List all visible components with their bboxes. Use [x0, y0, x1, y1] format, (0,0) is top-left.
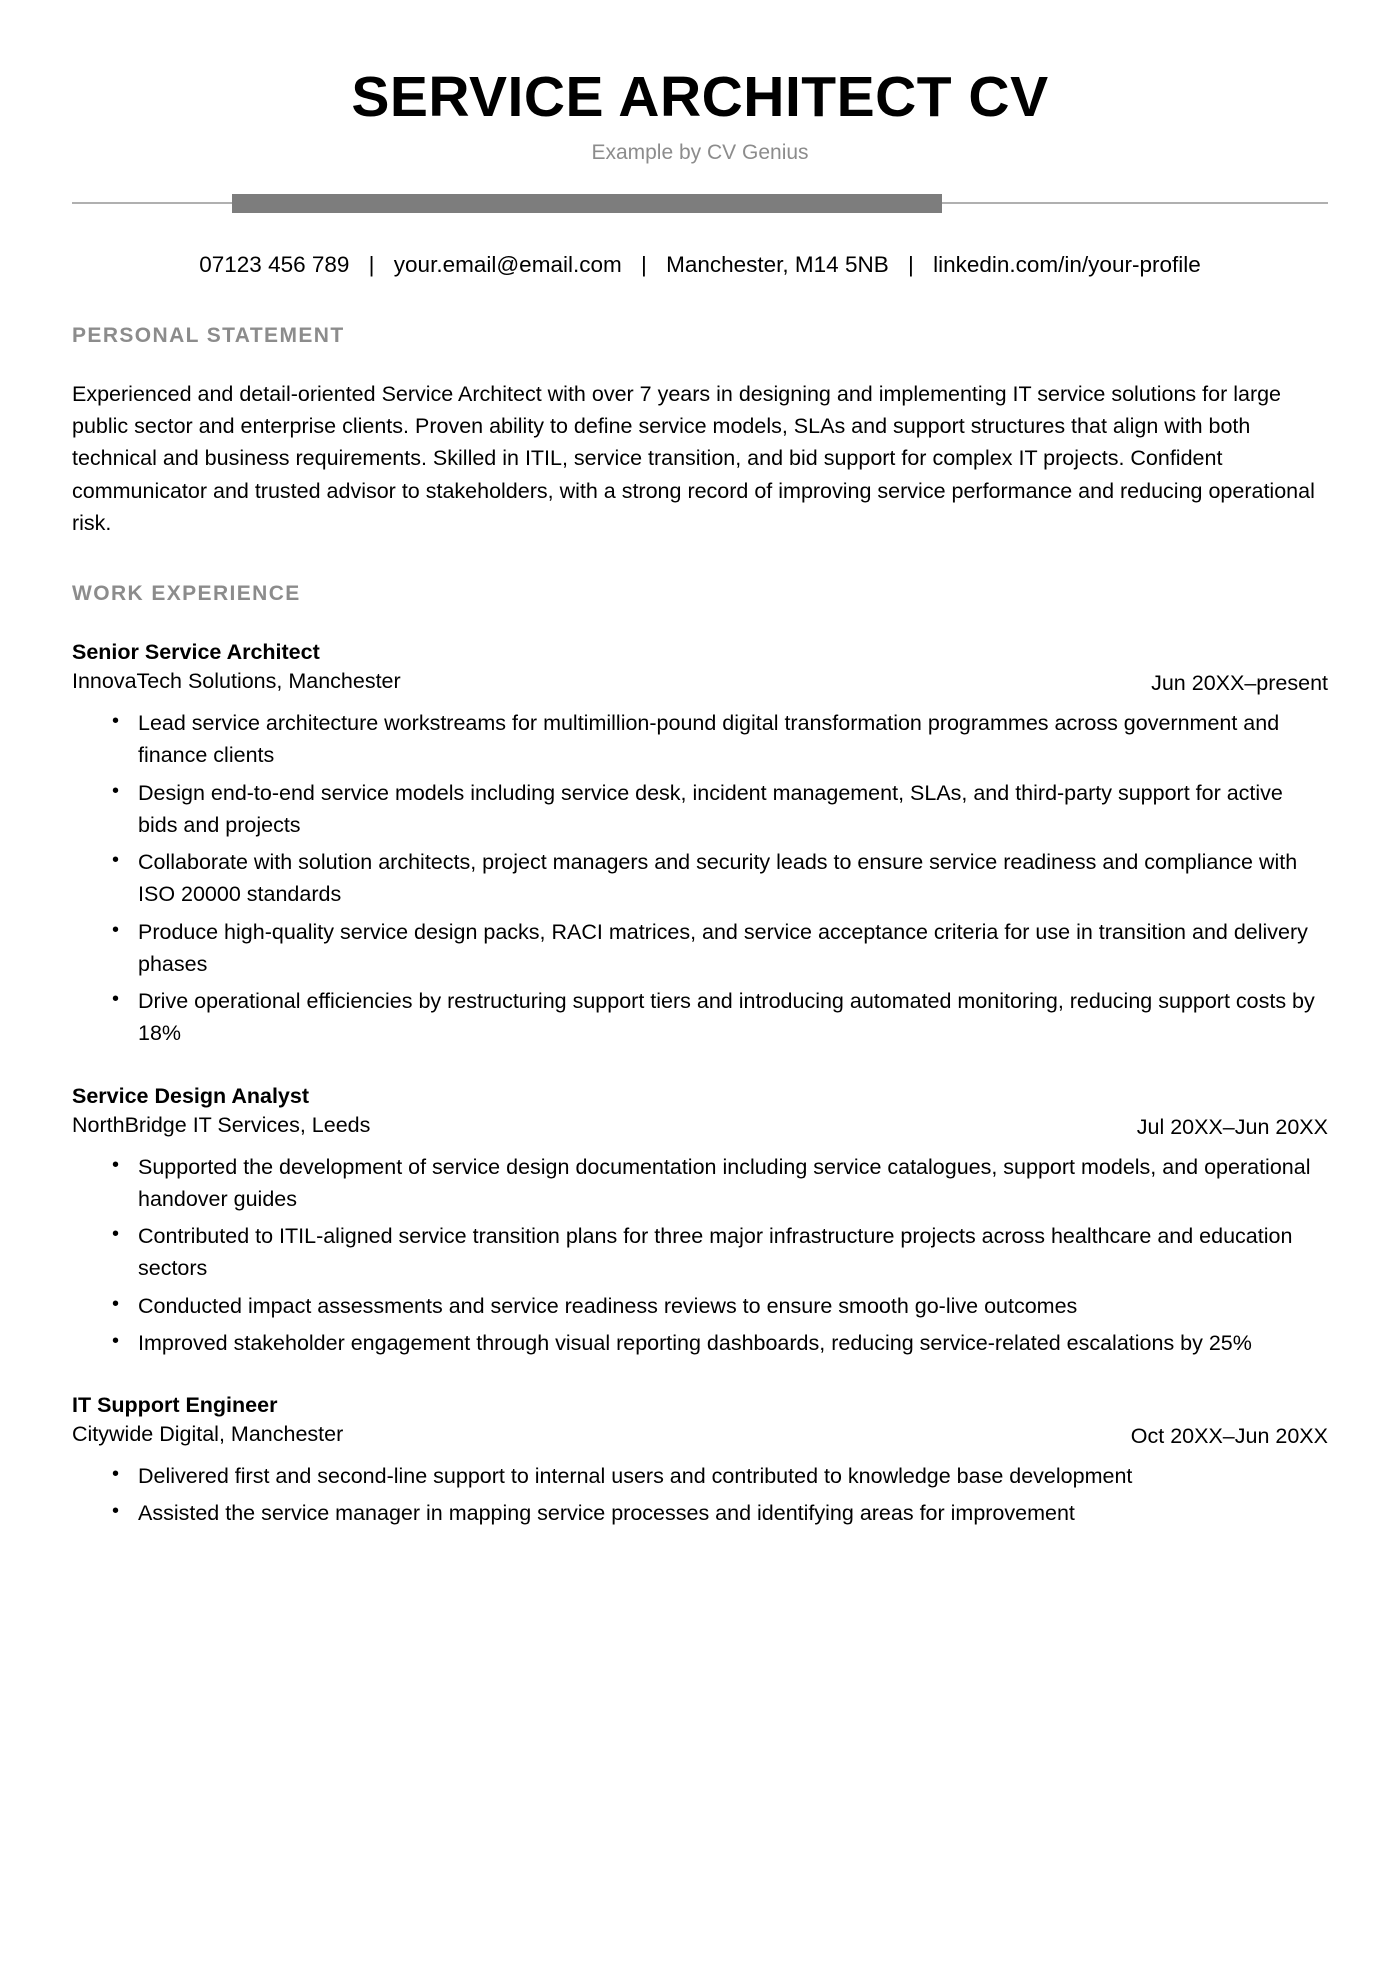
contact-linkedin[interactable]: linkedin.com/in/your-profile: [933, 251, 1201, 277]
job-header: [72, 1082, 1328, 1140]
list-item: • Supported the development of service design documentation including service catalogues, support models, and operational handover guides: [72, 1151, 1328, 1216]
job-company: NorthBridge IT Services, Leeds: [72, 1112, 371, 1137]
list-item: • Assisted the service manager in mapping service processes and identifying areas for improvement: [72, 1497, 1328, 1529]
list-item: • Design end-to-end service models including service desk, incident management, SLAs, and third-party support for active bids and projects: [72, 777, 1328, 842]
job-company: Citywide Digital, Manchester: [72, 1422, 344, 1447]
contact-phone: 07123 456 789: [199, 251, 350, 277]
page-subtitle: Example by CV Genius: [591, 140, 809, 164]
work-experience-section: [72, 582, 1328, 1530]
list-item: • Lead service architecture workstreams for multimillion-pound digital transformation programmes across government and finance clients: [72, 707, 1328, 772]
list-item: • Improved stakeholder engagement through visual reporting dashboards, reducing service-related escalations by 25%: [72, 1327, 1328, 1359]
job-dates: Oct 20XX–Jun 20XX: [1130, 1424, 1328, 1449]
contact-location: Manchester, M14 5NB: [666, 251, 889, 277]
contact-separator: |: [368, 251, 375, 277]
job-header: [72, 638, 1328, 696]
list-item: • Conducted impact assessments and service readiness reviews to ensure smooth go-live outcomes: [72, 1290, 1328, 1322]
job-entry: [72, 638, 1328, 1050]
job-bullet-list: [72, 707, 1328, 1050]
list-item: • Drive operational efficiencies by restructuring support tiers and introducing automated monitoring, reducing support costs by 18%: [72, 985, 1328, 1050]
job-header: [72, 1391, 1328, 1449]
job-title: Senior Service Architect: [72, 640, 320, 665]
job-title: Service Design Analyst: [72, 1083, 310, 1108]
list-item: • Delivered first and second-line support to internal users and contributed to knowledge base development: [72, 1460, 1328, 1492]
list-item: • Collaborate with solution architects, project managers and security leads to ensure service readiness and compliance with ISO 20000 standards: [72, 846, 1328, 911]
job-bullet-list: [72, 1151, 1328, 1360]
section-heading-personal-statement: PERSONAL STATEMENT: [72, 323, 345, 347]
job-dates: Jul 20XX–Jun 20XX: [1136, 1114, 1328, 1139]
list-item: • Contributed to ITIL-aligned service transition plans for three major infrastructure projects across healthcare and education sectors: [72, 1220, 1328, 1285]
header-divider: [72, 192, 1328, 214]
contact-line: [72, 252, 1328, 278]
job-entry: [72, 1391, 1328, 1530]
personal-statement-section: [72, 324, 1328, 539]
section-heading-work-experience: WORK EXPERIENCE: [72, 582, 301, 606]
contact-separator: |: [640, 251, 647, 277]
personal-statement-body: Experienced and detail-oriented Service Architect with over 7 years in designing and implementing IT service solutions for large public sector and enterprise clients. Proven ability to define service models, SLAs and support structures that align with both technical and business requirements. Skilled in ITIL, service transition, and bid support for complex IT projects. Confident communicator and trusted advisor to stakeholders, with a strong record of improving service performance and reducing operational risk.: [72, 381, 1315, 535]
job-bullet-list: [72, 1460, 1328, 1530]
contact-separator: |: [907, 251, 914, 277]
job-company: InnovaTech Solutions, Manchester: [72, 669, 401, 694]
list-item: • Produce high-quality service design packs, RACI matrices, and service acceptance criteria for use in transition and delivery phases: [72, 916, 1328, 981]
page-title: SERVICE ARCHITECT CV: [351, 65, 1049, 129]
job-entry: [72, 1082, 1328, 1360]
cv-header: [72, 0, 1328, 165]
job-title: IT Support Engineer: [72, 1393, 278, 1418]
job-dates: Jun 20XX–present: [1151, 671, 1328, 696]
divider-thick-bar: [232, 194, 942, 213]
contact-email[interactable]: your.email@email.com: [393, 251, 622, 277]
